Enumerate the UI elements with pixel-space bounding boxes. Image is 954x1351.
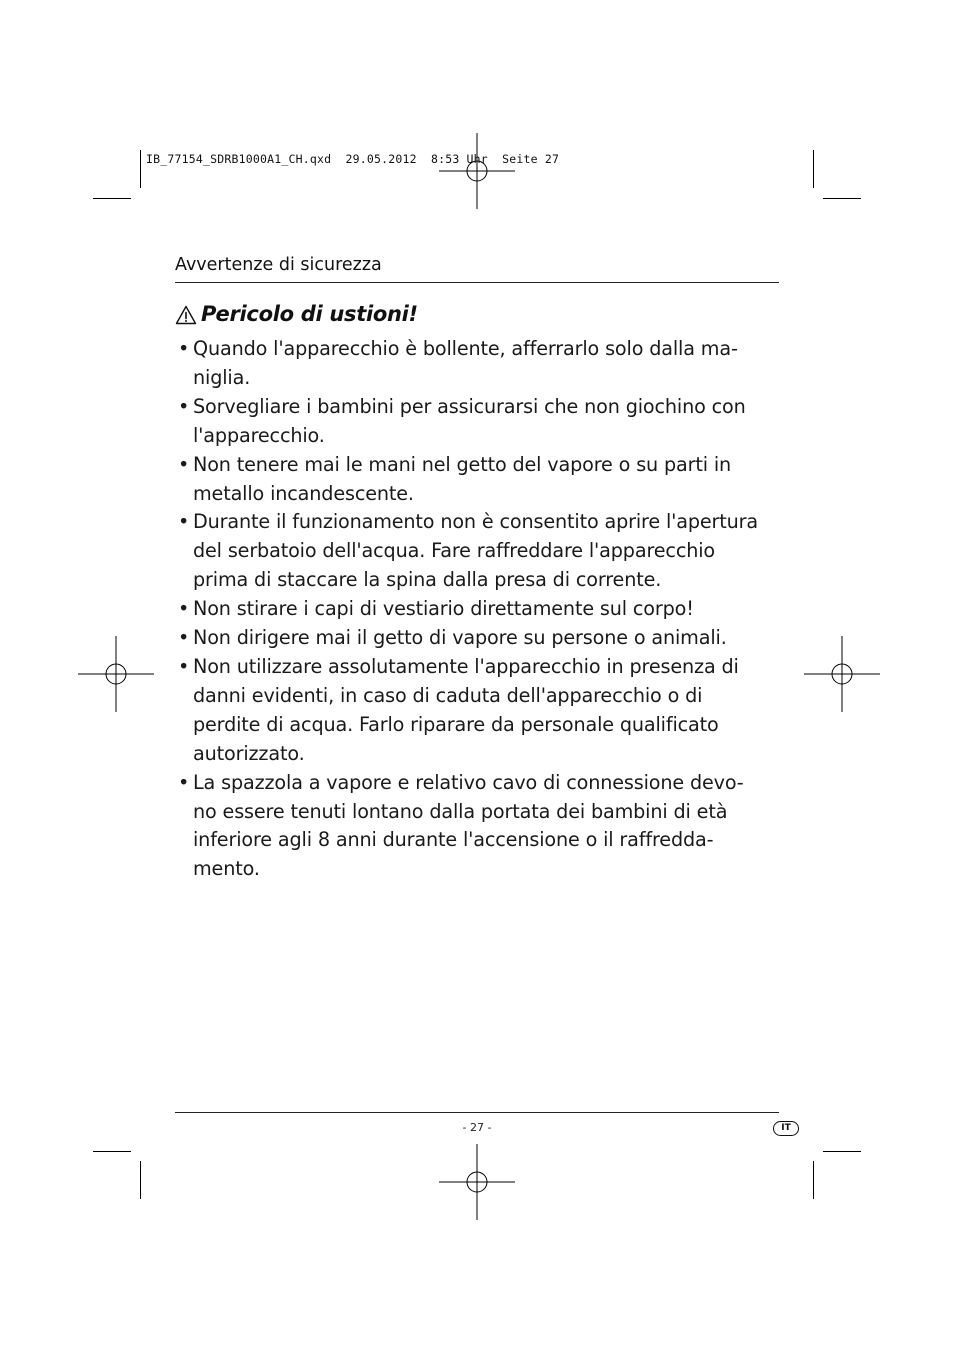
bullet-text-line: prima di staccare la spina dalla presa di corrente. <box>193 568 662 592</box>
bullet-text-line: Sorvegliare i bambini per assicurarsi che non giochino con <box>193 394 746 418</box>
bullet-text-line: Non dirigere mai il getto di vapore su persone o animali. <box>193 626 727 650</box>
crop-mark-bottom-right-vertical <box>813 1161 814 1199</box>
bullet-symbol: • <box>178 597 190 621</box>
crop-mark-bottom-left-vertical <box>140 1161 141 1199</box>
page-number: - 27 - <box>462 1121 492 1134</box>
warning-heading <box>175 302 418 326</box>
bullet-text-line: Quando l'apparecchio è bollente, afferrarlo solo dalla ma- <box>193 337 738 360</box>
bullet-text-line: perdite di acqua. Farlo riparare da personale qualificato <box>193 712 719 736</box>
bullet-text-line: Non utilizzare assolutamente l'apparecchio in presenza di <box>193 654 739 678</box>
bullet-text-line: no essere tenuti lontano dalla portata dei bambini di età <box>193 799 728 823</box>
list-item <box>175 769 787 885</box>
bullet-text-line: Non stirare i capi di vestiario direttamente sul corpo! <box>193 597 694 621</box>
section-header <box>175 255 779 283</box>
list-item <box>175 595 787 624</box>
footer-rule <box>175 1112 779 1113</box>
bullet-text-line: Durante il funzionamento non è consentito aprire l'apertura <box>193 510 759 534</box>
bullet-text-line: l'apparecchio. <box>193 423 325 447</box>
list-item <box>175 624 787 653</box>
list-item <box>175 451 787 509</box>
bullet-text-line: danni evidenti, in caso di caduta dell'apparecchio o di <box>193 683 703 707</box>
list-item <box>175 653 787 769</box>
bullet-text-line: inferiore agli 8 anni durante l'accensione o il raffredda- <box>193 828 714 852</box>
crop-mark-bottom-left-horizontal <box>93 1151 131 1152</box>
list-item <box>175 335 787 393</box>
bullet-symbol: • <box>178 452 190 476</box>
bullet-text-line: metallo incandescente. <box>193 481 414 505</box>
registration-mark-left <box>78 636 154 712</box>
section-title: Avvertenze di sicurezza <box>175 255 382 275</box>
language-badge: IT <box>773 1121 799 1136</box>
bullet-symbol: • <box>178 770 190 794</box>
bullet-symbol: • <box>178 626 190 650</box>
bullet-text-line: niglia. <box>193 365 251 389</box>
print-slug: IB_77154_SDRB1000A1_CH.qxd 29.05.2012 8:53 Uhr Seite 27 <box>146 152 560 166</box>
safety-bullet-list <box>175 335 787 884</box>
registration-mark-right <box>804 636 880 712</box>
crop-mark-top-left-vertical <box>140 150 141 188</box>
registration-mark-top <box>439 133 515 209</box>
list-item <box>175 508 787 595</box>
bullet-text-line: mento. <box>193 857 260 881</box>
registration-mark-bottom <box>439 1144 515 1220</box>
warning-triangle-icon <box>175 304 197 326</box>
bullet-symbol: • <box>178 510 190 534</box>
crop-mark-top-left-horizontal <box>93 198 131 199</box>
bullet-symbol: • <box>178 394 190 418</box>
bullet-text-line: del serbatoio dell'acqua. Fare raffreddare l'apparecchio <box>193 539 715 563</box>
bullet-text-line: La spazzola a vapore e relativo cavo di connessione devo- <box>193 770 744 794</box>
warning-title: Pericolo di ustioni! <box>201 302 418 326</box>
list-item <box>175 393 787 451</box>
crop-mark-top-right-horizontal <box>823 198 861 199</box>
bullet-text-line: autorizzato. <box>193 741 305 765</box>
bullet-symbol: • <box>178 337 190 360</box>
bullet-text-line: Non tenere mai le mani nel getto del vapore o su parti in <box>193 452 732 476</box>
crop-mark-bottom-right-horizontal <box>823 1151 861 1152</box>
crop-mark-top-right-vertical <box>813 150 814 188</box>
bullet-symbol: • <box>178 654 190 678</box>
